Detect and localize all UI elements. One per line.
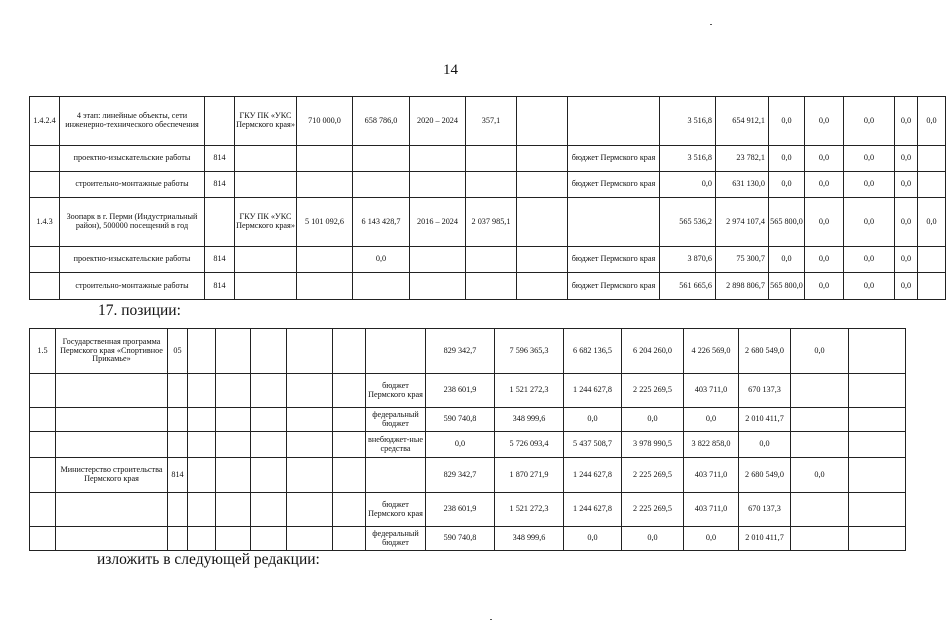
table-cell: 403 711,0	[684, 493, 739, 527]
table-cell: 0,0	[895, 97, 918, 146]
table-cell: 3 516,8	[660, 146, 716, 172]
table-cell	[918, 273, 946, 300]
table-cell: строительно-монтажные работы	[60, 273, 205, 300]
table-cell: 403 711,0	[684, 458, 739, 493]
table-cell	[287, 493, 333, 527]
table-cell	[918, 172, 946, 198]
table-cell	[333, 493, 366, 527]
table-cell: 0,0	[805, 172, 844, 198]
table-cell: 75 300,7	[716, 247, 769, 273]
table-cell: федеральный бюджет	[366, 408, 426, 432]
table-cell	[517, 172, 568, 198]
table-cell	[353, 146, 410, 172]
table-cell: бюджет Пермского края	[568, 146, 660, 172]
table-cell	[791, 493, 849, 527]
table-row	[30, 493, 906, 527]
table-cell	[287, 329, 333, 374]
section-heading: 17. позиции:	[98, 302, 181, 319]
table-cell: 5 437 508,7	[564, 432, 622, 458]
table-cell	[56, 408, 168, 432]
table-cell: 2020 – 2024	[410, 97, 466, 146]
table-cell: 05	[168, 329, 188, 374]
table-cell: 814	[205, 247, 235, 273]
table-cell: 565 800,0	[769, 198, 805, 247]
table-cell: 814	[205, 273, 235, 300]
table-cell: 2 898 806,7	[716, 273, 769, 300]
table-cell: 0,0	[564, 527, 622, 551]
table-cell	[517, 146, 568, 172]
table-cell: 0,0	[895, 247, 918, 273]
table-cell: 814	[205, 146, 235, 172]
table-cell	[333, 374, 366, 408]
table-cell: 0,0	[564, 408, 622, 432]
table-cell: 1.5	[30, 329, 56, 374]
table-row	[30, 172, 946, 198]
table-cell: 4 226 569,0	[684, 329, 739, 374]
table-cell	[30, 146, 60, 172]
table-cell	[30, 493, 56, 527]
table-cell: 0,0	[660, 172, 716, 198]
table-cell	[849, 493, 906, 527]
table-cell	[216, 432, 251, 458]
table-cell	[168, 493, 188, 527]
table-cell: 1.4.3	[30, 198, 60, 247]
table-cell: 357,1	[466, 97, 517, 146]
table-cell: 0,0	[895, 146, 918, 172]
table-cell: 2016 – 2024	[410, 198, 466, 247]
table-cell: 2 225 269,5	[622, 458, 684, 493]
table-cell	[353, 172, 410, 198]
table-cell	[333, 408, 366, 432]
table-cell	[466, 172, 517, 198]
table-cell	[251, 527, 287, 551]
table-cell: 2 974 107,4	[716, 198, 769, 247]
table-cell: 6 204 260,0	[622, 329, 684, 374]
table-cell: проектно-изыскательские работы	[60, 146, 205, 172]
table-cell	[366, 458, 426, 493]
table-row	[30, 273, 946, 300]
table-cell: 348 999,6	[495, 408, 564, 432]
table-cell: Государственная программа Пермского края «Спортивное Прикамье»	[56, 329, 168, 374]
table-cell: 1 521 272,3	[495, 493, 564, 527]
table-cell: 565 536,2	[660, 198, 716, 247]
table-cell: 0,0	[805, 97, 844, 146]
table-row	[30, 198, 946, 247]
table-cell: 0,0	[805, 146, 844, 172]
table-cell: 0,0	[739, 432, 791, 458]
table-cell: 0,0	[353, 247, 410, 273]
table-cell: 238 601,9	[426, 493, 495, 527]
table-cell: 670 137,3	[739, 374, 791, 408]
table-cell: бюджет Пермского края	[568, 172, 660, 198]
table-cell	[791, 432, 849, 458]
table-cell	[235, 146, 297, 172]
table-cell	[235, 273, 297, 300]
table-cell: 1 244 627,8	[564, 374, 622, 408]
table-cell	[188, 432, 216, 458]
table-row	[30, 527, 906, 551]
table-cell	[297, 146, 353, 172]
table-cell: проектно-изыскательские работы	[60, 247, 205, 273]
table-cell	[849, 374, 906, 408]
table-cell	[410, 273, 466, 300]
table-cell: 0,0	[769, 172, 805, 198]
table-cell	[366, 329, 426, 374]
table-cell	[56, 527, 168, 551]
table-cell: 1.4.2.4	[30, 97, 60, 146]
table-cell: 2 680 549,0	[739, 329, 791, 374]
table-cell: 2 010 411,7	[739, 527, 791, 551]
table-cell: 2 680 549,0	[739, 458, 791, 493]
table-cell	[466, 146, 517, 172]
table-cell	[410, 247, 466, 273]
table-cell: 0,0	[805, 198, 844, 247]
table-row	[30, 146, 946, 172]
footer-instruction: изложить в следующей редакции:	[97, 551, 320, 568]
table-cell	[333, 527, 366, 551]
table-cell: 403 711,0	[684, 374, 739, 408]
table-cell: бюджет Пермского края	[568, 247, 660, 273]
table-cell	[168, 408, 188, 432]
table-cell	[188, 374, 216, 408]
table-cell: 2 225 269,5	[622, 374, 684, 408]
table-cell	[791, 408, 849, 432]
table-cell	[168, 432, 188, 458]
table-cell: 710 000,0	[297, 97, 353, 146]
table-cell: бюджет Пермского края	[366, 374, 426, 408]
table-row	[30, 408, 906, 432]
table-cell: 3 870,6	[660, 247, 716, 273]
table-cell: 829 342,7	[426, 329, 495, 374]
table-cell	[517, 97, 568, 146]
table-cell: 0,0	[622, 527, 684, 551]
table-cell	[168, 374, 188, 408]
table-cell	[287, 374, 333, 408]
table-cell: внебюджет-ные средства	[366, 432, 426, 458]
table-cell: 3 516,8	[660, 97, 716, 146]
scan-speck	[490, 619, 492, 620]
table-row	[30, 374, 906, 408]
table-cell: 0,0	[844, 146, 895, 172]
table-cell	[56, 432, 168, 458]
table-cell: бюджет Пермского края	[568, 273, 660, 300]
table-cell	[188, 458, 216, 493]
table-cell: 0,0	[844, 273, 895, 300]
table-cell: 23 782,1	[716, 146, 769, 172]
table-cell	[410, 146, 466, 172]
table-cell	[188, 527, 216, 551]
table-cell: 0,0	[805, 247, 844, 273]
table-cell: 0,0	[844, 172, 895, 198]
table-cell	[216, 493, 251, 527]
table-cell	[297, 273, 353, 300]
table-cell: 1 521 272,3	[495, 374, 564, 408]
table-cell	[918, 247, 946, 273]
table-cell	[918, 146, 946, 172]
table-cell: 658 786,0	[353, 97, 410, 146]
table-cell	[568, 97, 660, 146]
table-cell: 0,0	[844, 198, 895, 247]
table-cell	[517, 273, 568, 300]
table-cell: 2 010 411,7	[739, 408, 791, 432]
table-cell: 565 800,0	[769, 273, 805, 300]
table-cell	[849, 329, 906, 374]
table-cell: 814	[205, 172, 235, 198]
table-cell: 829 342,7	[426, 458, 495, 493]
table-cell	[168, 527, 188, 551]
table-cell: 0,0	[895, 198, 918, 247]
table-cell: 631 130,0	[716, 172, 769, 198]
table-cell	[30, 172, 60, 198]
table-cell	[216, 408, 251, 432]
table-cell	[466, 247, 517, 273]
table-cell: 670 137,3	[739, 493, 791, 527]
table-cell	[287, 432, 333, 458]
table-cell: Министерство строительства Пермского края	[56, 458, 168, 493]
table-cell: 814	[168, 458, 188, 493]
table-cell	[791, 374, 849, 408]
table-cell: 2 037 985,1	[466, 198, 517, 247]
table-cell	[56, 493, 168, 527]
table-cell	[205, 97, 235, 146]
table-cell: 5 101 092,6	[297, 198, 353, 247]
table-cell	[287, 458, 333, 493]
table-cell	[251, 374, 287, 408]
table-cell: 561 665,6	[660, 273, 716, 300]
table-cell: 0,0	[844, 247, 895, 273]
table-cell: 0,0	[918, 97, 946, 146]
table-cell	[251, 458, 287, 493]
table-cell: 6 682 136,5	[564, 329, 622, 374]
table-cell: 0,0	[844, 97, 895, 146]
table-cell	[568, 198, 660, 247]
table-cell: 7 596 365,3	[495, 329, 564, 374]
table-cell: Зоопарк в г. Перми (Индустриальный район), 500000 посещений в год	[60, 198, 205, 247]
table-cell	[251, 329, 287, 374]
table-cell	[333, 432, 366, 458]
table-cell: 0,0	[805, 273, 844, 300]
table-cell	[188, 493, 216, 527]
table-cell	[849, 408, 906, 432]
table-cell: 3 822 858,0	[684, 432, 739, 458]
table-cell	[235, 247, 297, 273]
table-cell: 0,0	[622, 408, 684, 432]
table-cell	[517, 247, 568, 273]
table-cell: 6 143 428,7	[353, 198, 410, 247]
table-cell	[216, 527, 251, 551]
table-position-1-5	[29, 328, 906, 551]
table-cell: 590 740,8	[426, 408, 495, 432]
table-cell	[30, 432, 56, 458]
table-cell: ГКУ ПК «УКС Пермского края»	[235, 198, 297, 247]
table-cell	[297, 247, 353, 273]
table-cell	[791, 527, 849, 551]
table-cell	[216, 329, 251, 374]
table-cell: 348 999,6	[495, 527, 564, 551]
table-cell	[30, 374, 56, 408]
table-cell	[333, 329, 366, 374]
table-cell	[30, 247, 60, 273]
table-cell: 0,0	[895, 273, 918, 300]
table-cell: 0,0	[895, 172, 918, 198]
table-cell: 0,0	[769, 247, 805, 273]
table-cell: 1 244 627,8	[564, 458, 622, 493]
scan-speck	[710, 24, 712, 25]
table-cell: 0,0	[791, 329, 849, 374]
table-cell	[251, 432, 287, 458]
table-cell: 238 601,9	[426, 374, 495, 408]
table-cell	[849, 527, 906, 551]
table-cell: федеральный бюджет	[366, 527, 426, 551]
table-cell: 590 740,8	[426, 527, 495, 551]
table-row	[30, 97, 946, 146]
table-row	[30, 329, 906, 374]
table-cell: 0,0	[684, 527, 739, 551]
table-cell	[333, 458, 366, 493]
table-positions-1-4	[29, 96, 946, 300]
table-cell: строительно-монтажные работы	[60, 172, 205, 198]
table-cell	[466, 273, 517, 300]
table-cell	[251, 493, 287, 527]
table-cell: 0,0	[918, 198, 946, 247]
table-cell	[30, 527, 56, 551]
table-cell: 1 244 627,8	[564, 493, 622, 527]
table-cell	[287, 527, 333, 551]
table-cell	[235, 172, 297, 198]
table-cell: 4 этап: линейные объекты, сети инженерно-технического обеспечения	[60, 97, 205, 146]
table-row	[30, 432, 906, 458]
table-cell	[56, 374, 168, 408]
table-cell	[297, 172, 353, 198]
table-cell	[849, 458, 906, 493]
table-cell: 0,0	[684, 408, 739, 432]
table-cell	[517, 198, 568, 247]
table-cell	[216, 374, 251, 408]
table-cell	[30, 273, 60, 300]
table-cell	[30, 408, 56, 432]
table-cell	[30, 458, 56, 493]
table-cell	[188, 329, 216, 374]
table-cell: 0,0	[426, 432, 495, 458]
table-cell: бюджет Пермского края	[366, 493, 426, 527]
table-cell: ГКУ ПК «УКС Пермского края»	[235, 97, 297, 146]
table-cell: 0,0	[791, 458, 849, 493]
table-cell	[216, 458, 251, 493]
table-cell	[849, 432, 906, 458]
table-cell: 3 978 990,5	[622, 432, 684, 458]
table-cell	[251, 408, 287, 432]
table-cell: 2 225 269,5	[622, 493, 684, 527]
table-cell: 654 912,1	[716, 97, 769, 146]
table-cell: 5 726 093,4	[495, 432, 564, 458]
table-cell	[353, 273, 410, 300]
table-cell: 1 870 271,9	[495, 458, 564, 493]
table-cell: 0,0	[769, 97, 805, 146]
table-cell	[205, 198, 235, 247]
table-cell: 0,0	[769, 146, 805, 172]
page-number: 14	[443, 62, 458, 78]
table-cell	[188, 408, 216, 432]
table-row	[30, 458, 906, 493]
table-cell	[287, 408, 333, 432]
table-cell	[410, 172, 466, 198]
table-row	[30, 247, 946, 273]
